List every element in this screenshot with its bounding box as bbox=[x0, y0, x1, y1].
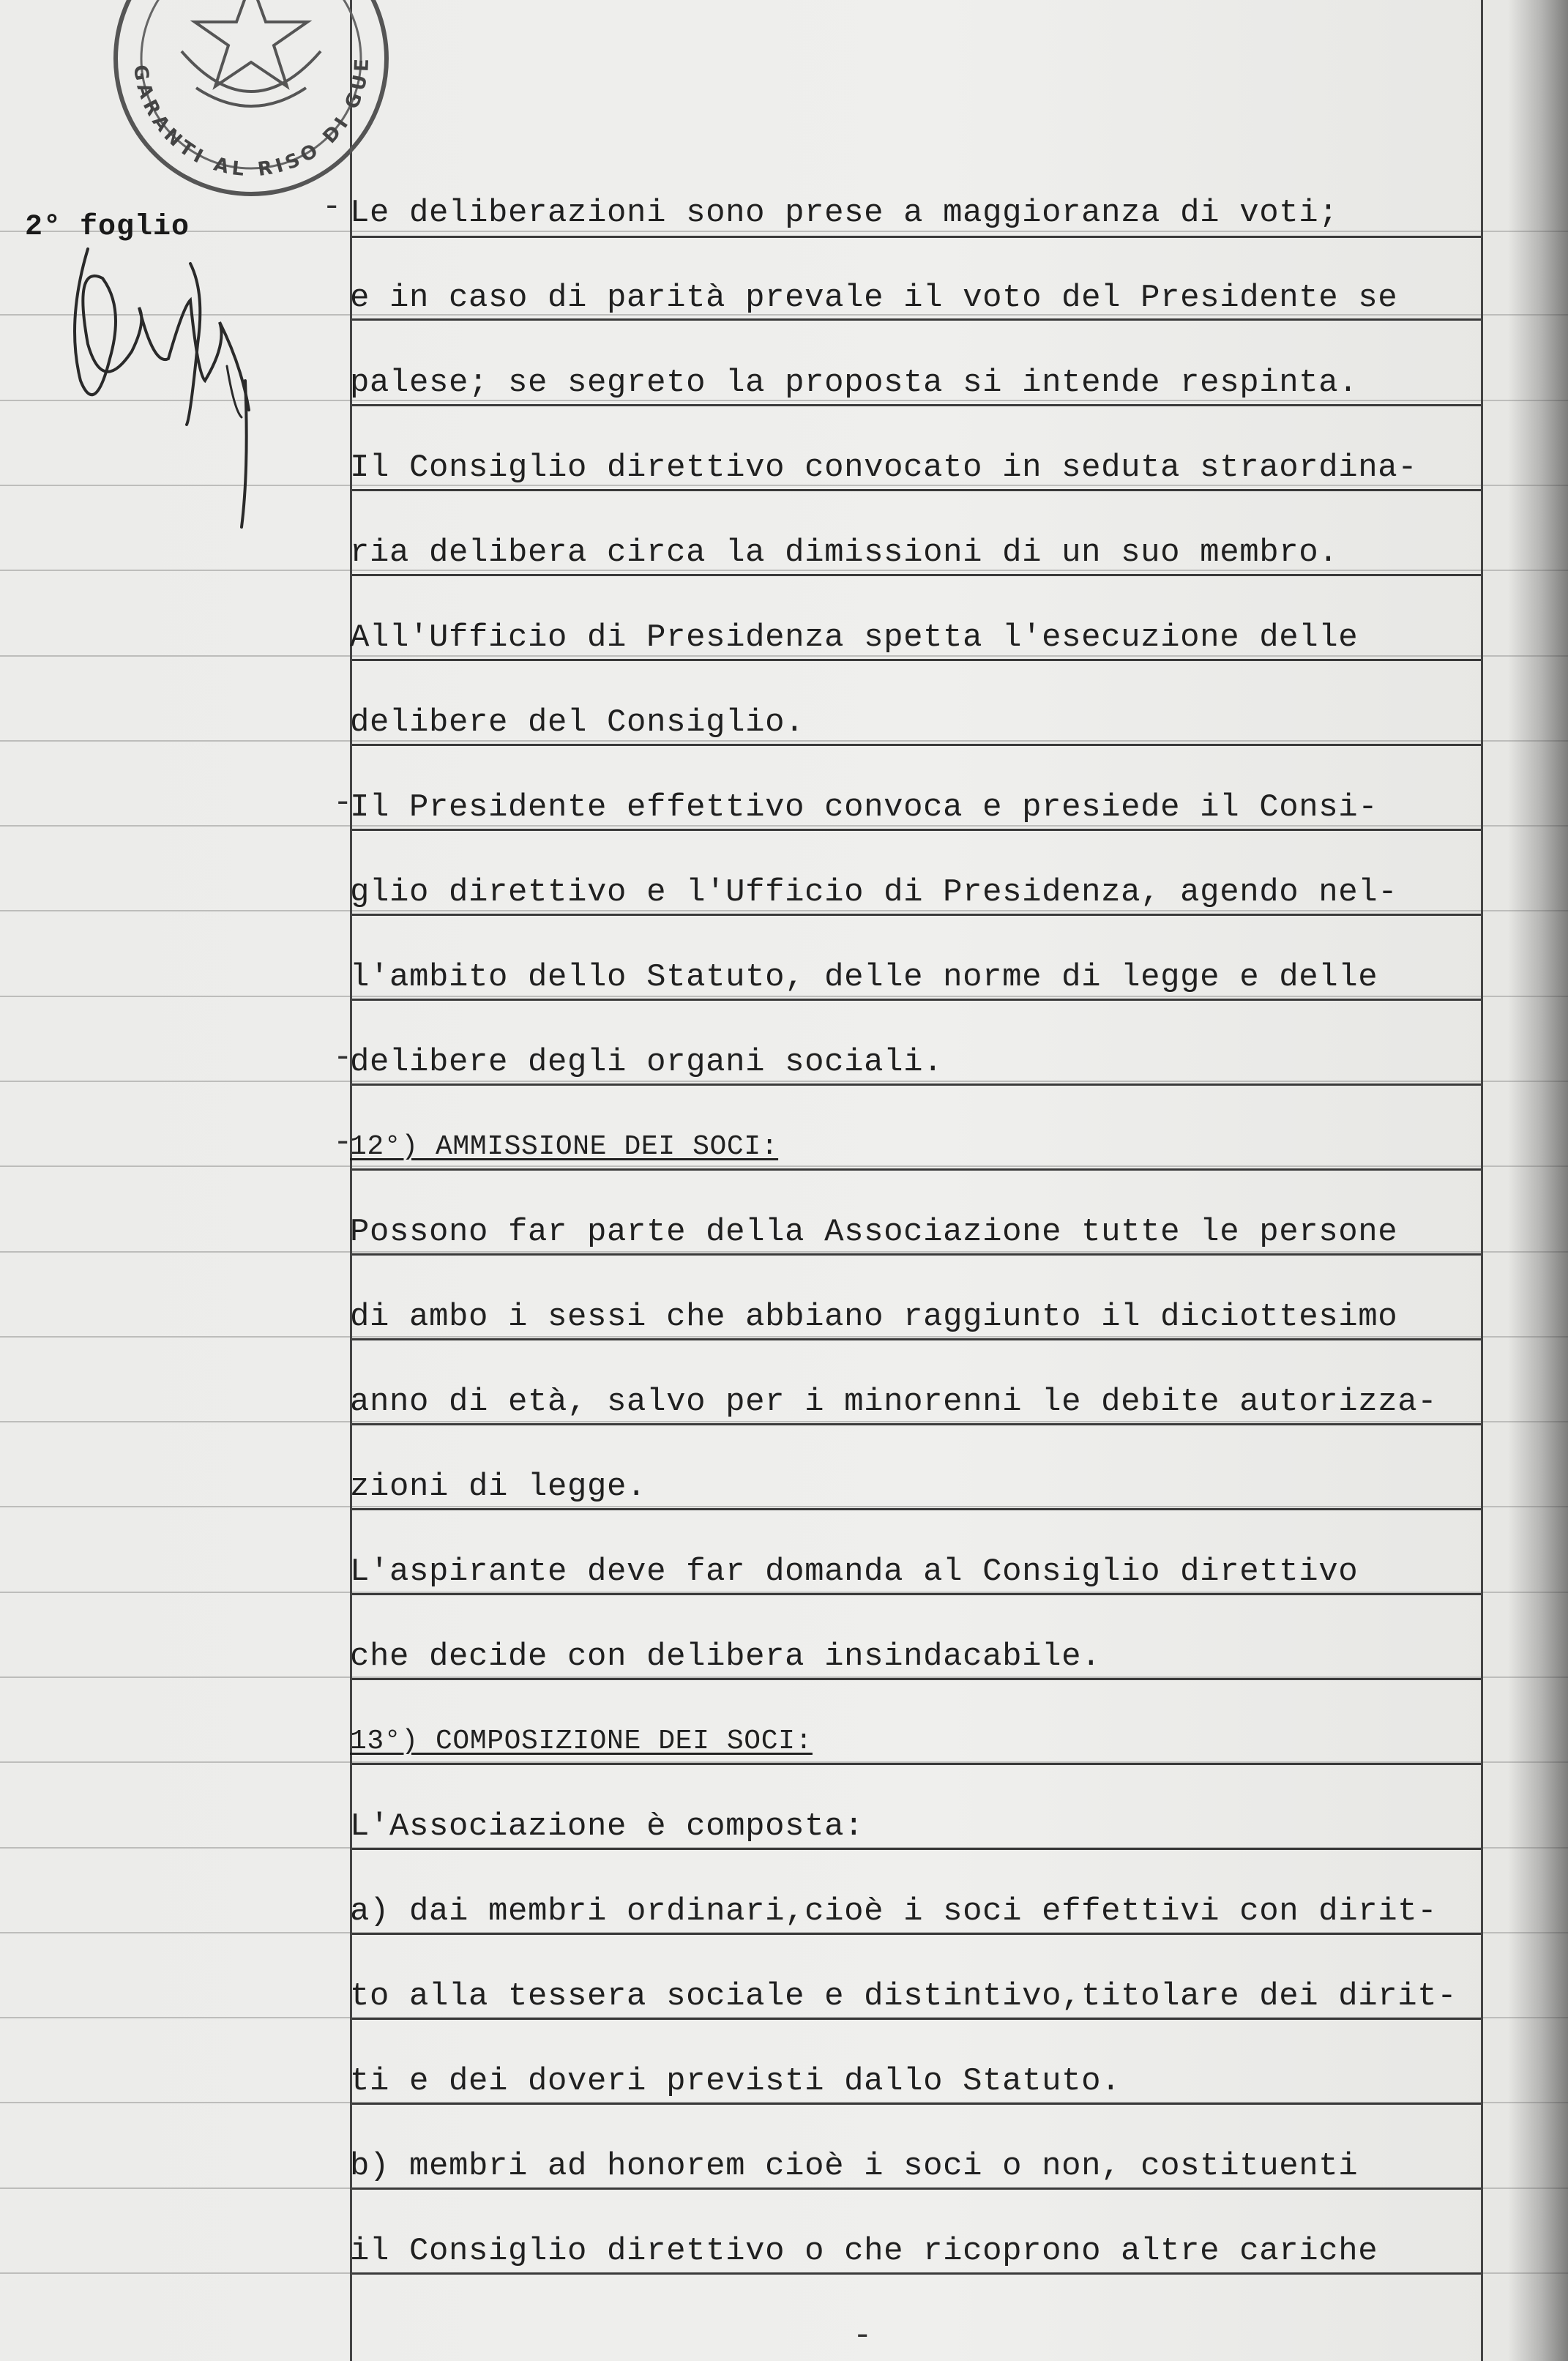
text-line: glio direttivo e l'Ufficio di Presidenza, agendo nel- bbox=[350, 874, 1398, 911]
text-line: All'Ufficio di Presidenza spetta l'esecuzione delle bbox=[350, 619, 1359, 656]
text-line: ti e dei doveri previsti dallo Statuto. bbox=[350, 2063, 1121, 2100]
text-line: palese; se segreto la proposta si intende respinta. bbox=[350, 365, 1359, 401]
text-line: b) membri ad honorem cioè i soci o non, costituenti bbox=[350, 2148, 1359, 2185]
text-line: zioni di legge. bbox=[350, 1469, 647, 1505]
page-mark: - bbox=[853, 2318, 873, 2354]
text-line: Il Consiglio direttivo convocato in seduta straordina- bbox=[350, 450, 1418, 486]
svg-text:GARANTI AL RISO DI GUERRA · CL: GARANTI AL RISO DI GUE bbox=[128, 53, 374, 182]
text-line: anno di età, salvo per i minorenni le debite autorizza- bbox=[350, 1384, 1438, 1420]
sheet-label: 2° foglio bbox=[25, 211, 190, 244]
text-line: Le deliberazioni sono prese a maggioranza di voti; bbox=[350, 195, 1339, 231]
margin-dash: - bbox=[333, 1040, 353, 1076]
margin-dash: - bbox=[333, 785, 353, 821]
margin-dash: - bbox=[333, 1124, 353, 1161]
text-line: l'ambito dello Statuto, delle norme di legge e delle bbox=[350, 959, 1378, 996]
text-line: delibere del Consiglio. bbox=[350, 704, 805, 741]
text-line: che decide con delibera insindacabile. bbox=[350, 1638, 1102, 1675]
signature bbox=[59, 234, 264, 542]
text-line: to alla tessera sociale e distintivo,titolare dei dirit- bbox=[350, 1978, 1457, 2015]
page-edge-shadow bbox=[1508, 0, 1568, 2361]
text-line: ria delibera circa la dimissioni di un suo membro. bbox=[350, 534, 1339, 571]
text-line: a) dai membri ordinari,cioè i soci effettivi con dirit- bbox=[350, 1893, 1438, 1930]
text-line: e in caso di parità prevale il voto del Presidente se bbox=[350, 280, 1398, 316]
right-margin-line bbox=[1481, 0, 1483, 2361]
text-line: Il Presidente effettivo convoca e presiede il Consi- bbox=[350, 789, 1378, 826]
section-heading: 12°) AMMISSIONE DEI SOCI: bbox=[350, 1131, 779, 1163]
text-line: L'Associazione è composta: bbox=[350, 1808, 865, 1845]
text-line: delibere degli organi sociali. bbox=[350, 1044, 944, 1081]
section-heading: 13°) COMPOSIZIONE DEI SOCI: bbox=[350, 1726, 813, 1757]
text-line: L'aspirante deve far domanda al Consiglio direttivo bbox=[350, 1554, 1359, 1590]
text-line: Possono far parte della Associazione tutte le persone bbox=[350, 1214, 1398, 1250]
text-line: il Consiglio direttivo o che ricoprono altre cariche bbox=[350, 2233, 1378, 2269]
text-line: di ambo i sessi che abbiano raggiunto il diciottesimo bbox=[350, 1299, 1398, 1335]
margin-dash: - bbox=[322, 189, 342, 225]
